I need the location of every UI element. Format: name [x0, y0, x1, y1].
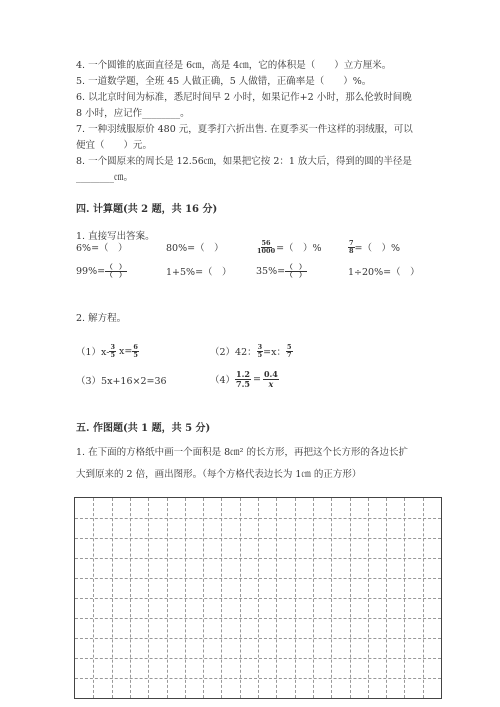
- fraction: $\frac{1.2}{7.5}$: [236, 368, 250, 389]
- fraction: $\frac{0.4}{x}$: [263, 368, 278, 389]
- fraction: $\frac{5}{7}$: [287, 342, 292, 359]
- equation-2: （2）42： $\frac{3}{5}$ =x： $\frac{5}{7}$: [210, 342, 292, 359]
- fraction: $\frac{7}{8}$: [349, 238, 354, 255]
- grid-horizontal-line: [75, 518, 441, 519]
- grid-horizontal-line: [75, 638, 441, 639]
- grid-horizontal-line: [75, 658, 441, 659]
- fraction: $\frac{( )}{( )}$: [106, 262, 126, 279]
- problem-6-text-line1: 6. 以北京时间为标准，悉尼时间早 2 小时，如果记作+2 小时，那么伦敦时间晚: [76, 92, 412, 103]
- section-5-q1-line1: 1. 在下面的方格纸中画一个面积是 8㎝² 的长方形，再把这个长方形的各边长扩: [76, 447, 408, 458]
- grid-horizontal-line: [75, 598, 441, 599]
- calc-item-d: $\frac{7}{8}$ =（ ）%: [349, 238, 401, 255]
- grid-horizontal-line: [75, 578, 441, 579]
- section-4-q1-label: 1. 直接写出答案。: [76, 231, 155, 242]
- equation-3: （3）5x+16×2=36: [76, 376, 167, 387]
- section-5-title: 五. 作图题(共 1 题，共 5 分): [76, 423, 211, 434]
- problem-6-text-line2: 8 小时，应记作________。: [76, 108, 190, 119]
- equation-4: （4） $\frac{1.2}{7.5}$ = $\frac{0.4}{x}$: [210, 368, 278, 389]
- calc-item-c: $\frac{56}{1000}$ =（ ）%: [257, 238, 322, 255]
- grid-horizontal-line: [75, 618, 441, 619]
- problem-7-text-line2: 便宜（ ）元。: [76, 140, 153, 151]
- calc-item-e: 99%= $\frac{( )}{( )}$: [76, 262, 126, 279]
- equation-1: （1）x- $\frac{3}{5}$ x= $\frac{6}{5}$: [76, 342, 138, 359]
- fraction: $\frac{6}{5}$: [133, 342, 138, 359]
- calc-item-b: 80%=（ ）: [166, 243, 224, 254]
- calc-item-h: 1÷20%=（ ）: [348, 267, 420, 278]
- grid-horizontal-line: [75, 558, 441, 559]
- problem-8-text-line2: ________㎝。: [76, 172, 134, 183]
- section-5-q1-line2: 大到原来的 2 倍，画出图形。（每个方格代表边长为 1㎝ 的正方形）: [76, 469, 362, 480]
- problem-7-text-line1: 7. 一种羽绒服原价 480 元，夏季打六折出售. 在夏季买一件这样的羽绒服，可以: [76, 124, 413, 135]
- grid-horizontal-line: [75, 678, 441, 679]
- fraction: $\frac{56}{1000}$: [257, 238, 276, 255]
- problem-5-text: 5. 一道数学题，全班 45 人做正确，5 人做错，正确率是（ ）%。: [76, 76, 372, 87]
- fraction: $\frac{3}{5}$: [257, 342, 263, 359]
- problem-8-text-line1: 8. 一个圆原来的周长是 12.56㎝，如果把它按 2：1 放大后，得到的圆的半径是: [76, 156, 412, 167]
- problem-4-text: 4. 一个圆锥的底面直径是 6㎝，高是 4㎝，它的体积是（ ）立方厘米。: [76, 60, 392, 71]
- fraction: $\frac{3}{5}$: [110, 342, 115, 359]
- calc-item-g: 35%= $\frac{( )}{( )}$: [256, 262, 306, 279]
- calc-item-f: 1+5%=（ ）: [166, 267, 232, 278]
- grid-horizontal-line: [75, 538, 441, 539]
- calc-item-a: 6%=（ ）: [76, 243, 128, 254]
- fraction: $\frac{( )}{( )}$: [286, 262, 306, 279]
- square-grid-paper[interactable]: [74, 497, 442, 699]
- section-4-title: 四. 计算题(共 2 题，共 16 分): [76, 204, 218, 215]
- section-4-q2-label: 2. 解方程。: [76, 313, 127, 324]
